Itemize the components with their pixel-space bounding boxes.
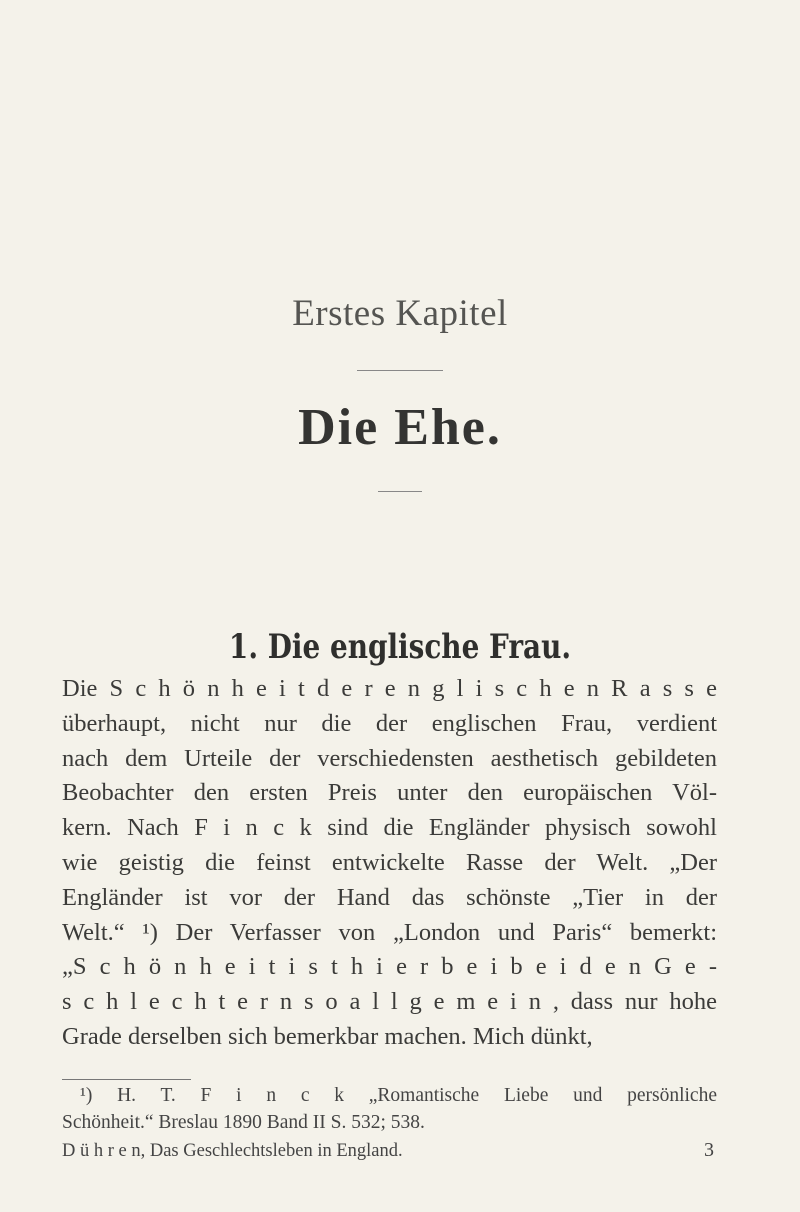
- body-line: Beobachter den ersten Preis unter den europäischen Völ-: [62, 779, 717, 807]
- footnote-line: Schönheit.“ Breslau 1890 Band II S. 532; 538.: [62, 1112, 425, 1133]
- body-line: Engländer ist vor der Hand das schönste „Tier in der: [62, 883, 717, 911]
- body-line: Die S c h ö n h e i t d e r e n g l i s c h e n R a s s e: [62, 675, 717, 702]
- body-line: Grade derselben sich bemerkbar machen. Mich dünkt,: [62, 1022, 593, 1050]
- body-text: [62, 672, 717, 1055]
- section-heading: 1. Die englische Frau.: [228, 627, 572, 667]
- body-line: Welt.“ ¹) Der Verfasser von „London und Paris“ bemerkt:: [62, 918, 717, 946]
- running-footer: D ü h r e n, Das Geschlechtsleben in England.: [62, 1141, 403, 1161]
- footnote: [62, 1082, 717, 1136]
- ornamental-rule-top: [357, 370, 443, 371]
- body-line: „S c h ö n h e i t i s t h i e r b e i b e i d e n G e -: [62, 953, 717, 981]
- chapter-heading: Erstes Kapitel: [292, 293, 508, 334]
- ornamental-rule-bottom: [378, 491, 422, 492]
- body-line: wie geistig die feinst entwickelte Rasse der Welt. „Der: [62, 848, 717, 876]
- footnote-divider: [62, 1079, 191, 1080]
- page-number: 3: [704, 1139, 714, 1161]
- footnote-line: ¹) H. T. F i n c k „Romantische Liebe und persönliche: [80, 1085, 717, 1106]
- body-line: kern. Nach F i n c k sind die Engländer physisch sowohl: [62, 814, 717, 842]
- body-line: überhaupt, nicht nur die der englischen Frau, verdient: [62, 709, 717, 737]
- chapter-title: Die Ehe.: [298, 399, 502, 456]
- body-line: nach dem Urteile der verschiedensten aesthetisch gebildeten: [62, 744, 717, 772]
- body-line: s c h l e c h t e r n s o a l l g e m e i n , dass nur hohe: [62, 988, 717, 1016]
